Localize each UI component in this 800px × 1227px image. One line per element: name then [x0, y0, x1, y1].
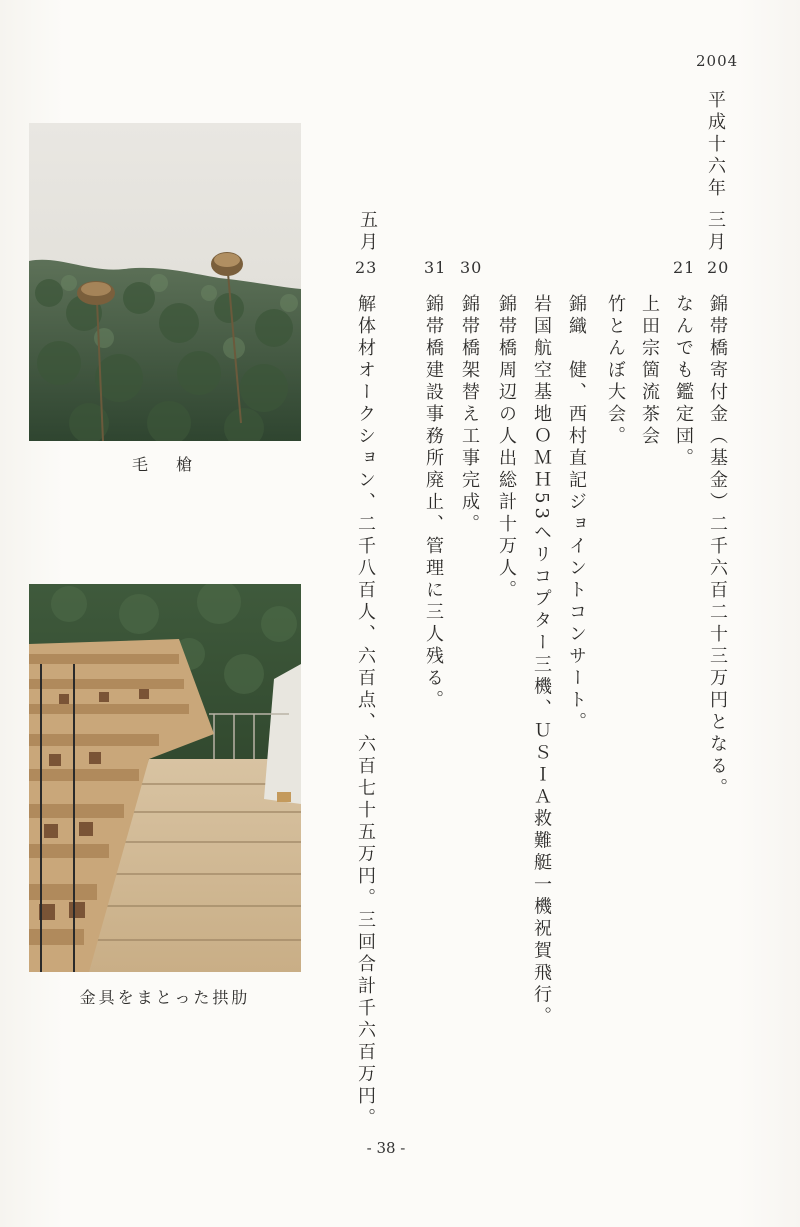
entry-concert: 錦織 健、西村直記ジョイントコンサート。 — [566, 294, 587, 734]
day-30: 30 — [460, 258, 483, 277]
photo-arch-ribs — [29, 584, 301, 972]
entry-auction: 解体材オークション、二千八百人、六百点、六百七十五万円。三回合計千六百万円。 — [355, 294, 376, 1130]
photo-spears-illustration — [29, 123, 301, 441]
day-31: 31 — [424, 258, 447, 277]
month-march: 三月 — [705, 210, 726, 254]
photo-arch-ribs-illustration — [29, 584, 301, 972]
day-23: 23 — [355, 258, 378, 277]
entry-appraisal: なんでも鑑定団。 — [673, 294, 694, 470]
entry-tea-ceremony: 上田宗箇流茶会 — [639, 294, 660, 448]
month-may: 五月 — [357, 210, 378, 254]
photo-spears — [29, 123, 301, 441]
caption-arch-ribs: 金具をまとった拱肋 — [79, 988, 251, 1007]
day-20: 20 — [707, 258, 730, 277]
page-number: - 38 - — [366, 1139, 406, 1157]
caption-spears: 毛 槍 — [131, 455, 198, 474]
entry-donation: 錦帯橋寄付金（基金）二千六百二十三万円となる。 — [707, 294, 728, 800]
year-label: 2004 — [696, 52, 739, 70]
entry-office-closure: 錦帯橋建設事務所廃止、管理に三人残る。 — [423, 294, 444, 712]
entry-completion: 錦帯橋架替え工事完成。 — [459, 294, 480, 536]
entry-crowd: 錦帯橋周辺の人出総計十万人。 — [496, 294, 517, 602]
entry-bamboo-dragonfly: 竹とんぼ大会。 — [605, 294, 626, 448]
day-21: 21 — [673, 258, 696, 277]
era-label: 平成十六年 — [705, 90, 726, 200]
entry-flyover: 岩国航空基地ＯＭＨ53ヘリコプター三機、ＵＳＩＡ救難艇一機祝賀飛行。 — [531, 294, 552, 1029]
